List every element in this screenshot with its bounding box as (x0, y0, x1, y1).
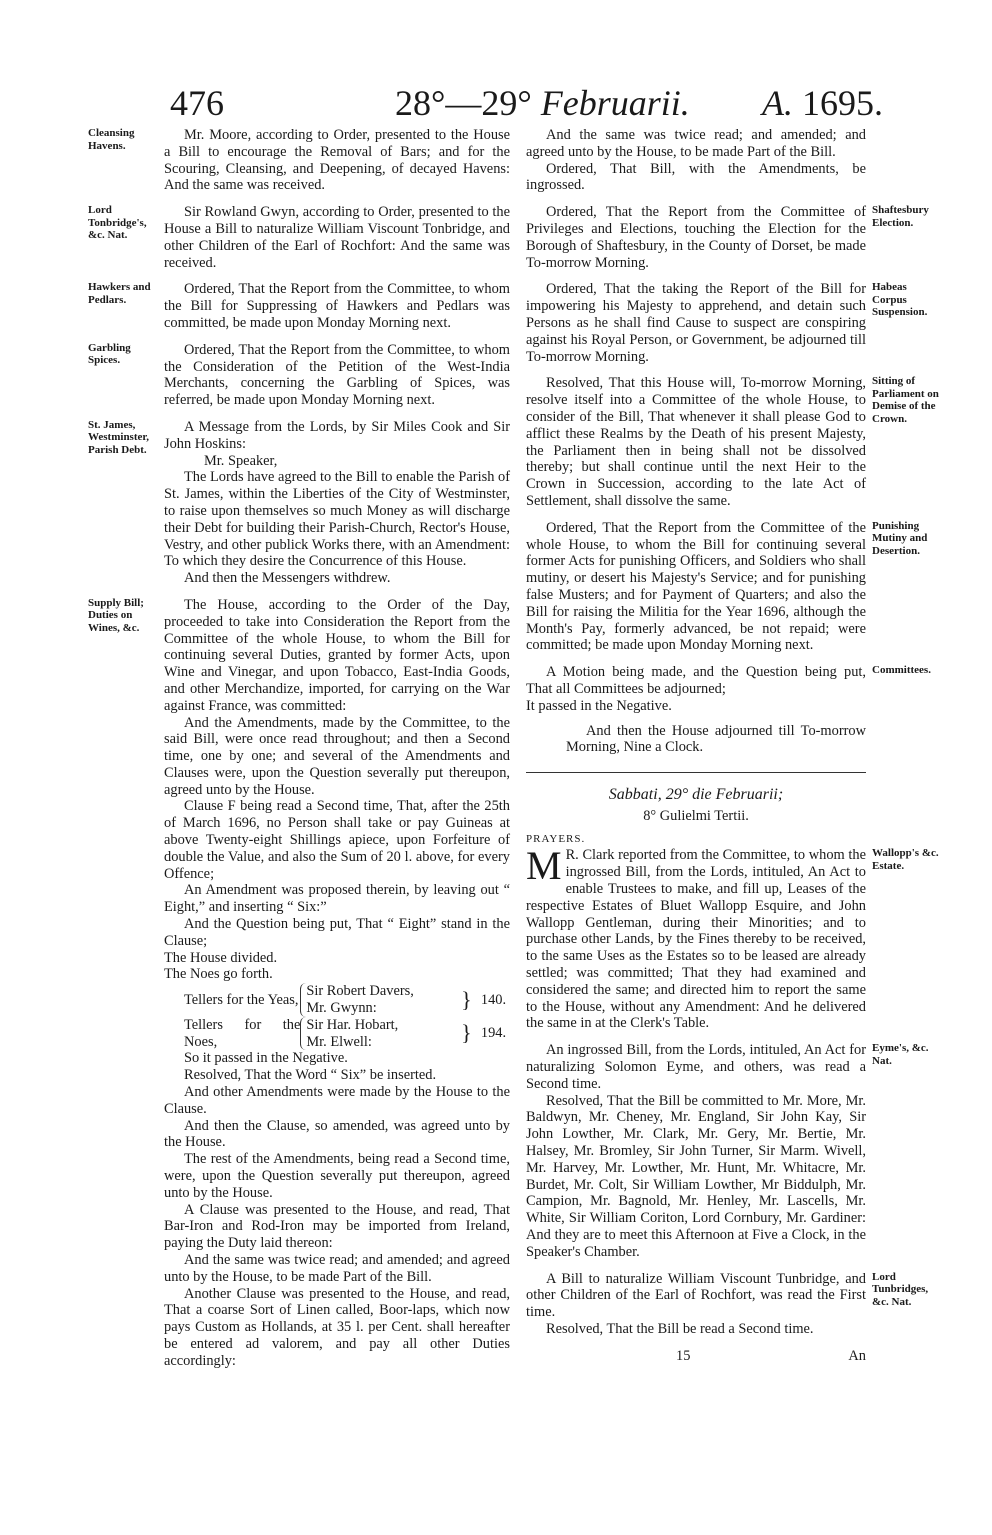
signature-mark: 15 (676, 1347, 691, 1364)
journal-entry (526, 204, 929, 271)
running-head-dates: 28°—29° (395, 83, 532, 123)
entry-text: And then the Clause, so amended, was agreed unto by the House. (164, 1117, 510, 1151)
margin-note: St. James, Westminster, Parish Debt. (88, 418, 150, 456)
journal-entry (526, 1042, 929, 1260)
catchword: An (848, 1347, 866, 1364)
margin-note: Committees. (872, 664, 931, 677)
entry-text: And the Question being put, That “ Eight” stand in the Clause; (164, 916, 510, 949)
regnal-year: 8° Gulielmi Tertii. (643, 807, 749, 824)
margin-note: Wallopp's &c. Estate. (872, 847, 939, 872)
journal-entry (526, 375, 939, 509)
entry-text: Sir Rowland Gwyn, according to Order, presented to the House a Bill to naturalize William Viscount Tonbridge, and other Children of the Earl of Rochfort: And the same was received. (164, 204, 510, 271)
entry-text: It passed in the Negative. (526, 697, 672, 714)
journal-entry (88, 204, 510, 271)
journal-entry (88, 596, 510, 1370)
brace-icon: } (461, 986, 472, 1012)
journal-entry (88, 281, 510, 331)
journal-entry (526, 1270, 929, 1338)
entry-text: Clause F being read a Second time, That, after the 25th of March 1696, no Person shall take or pay Guineas at above Twenty-eight Shillings apiece, upon Forfeiture of double the Value, and also the Sum of 20 l. above, for every Offence; (164, 798, 510, 882)
entry-text: And the same was twice read; and amended; and agreed unto by the House, to be made Part of the Bill. (526, 127, 866, 160)
entry-text: The Lords have agreed to the Bill to enable the Parish of St. James, within the Liberties of the City of Westminster, to raise upon themselves so much Money as will discharge their Debt for building their Parish-Church, Rector's House, Vestry, and other publick Works there, with an Amendment: To which they desire the Concurrence of this House. (164, 469, 510, 570)
vote-count: 140. (480, 991, 507, 1008)
margin-note: Supply Bill; Duties on Wines, &c. (88, 596, 144, 634)
margin-note: Lord Tonbridge's, &c. Nat. (88, 204, 147, 242)
margin-note: Sitting of Parliament on Demise of the Crown. (872, 375, 939, 425)
journal-entry (526, 664, 931, 756)
entry-text: And the same was twice read; and amended; and agreed unto by the House, to be made Part of the Bill. (164, 1252, 510, 1285)
journal-entry (88, 341, 510, 409)
drop-cap: M (526, 843, 562, 889)
left-column (88, 127, 510, 1380)
entry-text: R. Clark reported from the Committee, to whom the ingrossed Bill, from the Lords, intituled, An Act to enable Trustees to make, and fill up, Leases of the respective Estates of Bluet Wallopp Esquire, and John Wallopp Gentleman, during their Minorities; and to purchase other Lands, by the Fines thereby to be received, to the same Uses as the Estates so to be leased are already settled; was committed; That they had examined and considered the same; and directed him to report the same to the House, without any Amendment: And he delivered the same in at the Clerk's Table. (526, 847, 866, 1032)
entry-text: Resolved, That the Bill be read a Second time. (546, 1321, 814, 1337)
journal-entry (526, 519, 928, 654)
day-title: Sabbati, 29° die Februarii; (608, 786, 784, 804)
section-divider (526, 772, 866, 773)
margin-note: Eyme's, &c. Nat. (872, 1042, 929, 1067)
tellers-yeas (184, 983, 510, 1017)
journal-entry (88, 418, 510, 587)
entry-text: The Noes go forth. (164, 966, 273, 983)
teller-label: Tellers for the Noes, (184, 1016, 301, 1050)
margin-note: Punishing Mutiny and Desertion. (872, 519, 928, 557)
entry-text: A Clause was presented to the House, and read, That Bar-Iron and Rod-Iron may be imported from Ireland, paying the Duty laid thereon: (164, 1201, 510, 1252)
page-footer (526, 1348, 866, 1366)
adjournment: And then the House adjourned till To-morrow Morning, Nine a Clock. (566, 722, 866, 756)
journal-entry (88, 127, 510, 194)
page-header (0, 82, 992, 132)
margin-note: Cleansing Havens. (88, 127, 135, 152)
tellers-noes (184, 1017, 510, 1051)
margin-note: Garbling Spices. (88, 341, 131, 367)
margin-note: Hawkers and Pedlars. (88, 281, 151, 306)
entry-text: Ordered, That the Report from the Committee of Privileges and Elections, touching the Election for the Borough of Shaftesbury, in the County of Dorset, be made To-morrow Morning. (526, 204, 866, 271)
entry-text: Ordered, That the taking the Report of the Bill for impowering his Majesty to apprehend, and detain such Persons as he shall find Cause to suspect are conspiring against his Royal Person, or Government, be adjourned till To-morrow Morning. (526, 281, 866, 365)
running-head-month: Februarii. (540, 83, 690, 123)
entry-text: Resolved, That this House will, To-morrow Morning, resolve itself into a Committee of the whole House, to consider of the Bill, That whenever it shall please God to afflict these Realms by the Death of his present Majesty, the Parliament then in being shall not be dissolved thereby; but shall continue until the next Heir to the Crown in Succession, according to the late Act of Settlement, shall dissolve the same. (526, 375, 866, 509)
entry-text: The House divided. (164, 949, 278, 966)
entry-text: The House, according to the Order of the Day, proceeded to take into Consideration the Report from the Committee of the whole House, to whom the Bill for continuing several Duties, granted by former Acts, upon Wine and Vinegar, and upon Tobacco, East-India Goods, and other Merchandize, imported, for carrying on the War against France, was committed: (164, 596, 510, 714)
entry-text: And other Amendments were made by the House to the Clause. (164, 1084, 510, 1117)
entry-text: Ordered, That the Report from the Committee, to whom the Bill for Suppressing of Hawkers and Pedlars was committed, be made upon Monday Morning next. (164, 281, 510, 331)
entry-text: Mr. Moore, according to Order, presented to the House a Bill to encourage the Removal of Bars; and for the Scouring, Cleansing, and Deepening, of decayed Havens: And the same was received. (164, 127, 510, 194)
journal-entry (526, 127, 866, 194)
teller-name: Sir Har. Hobart, (306, 1016, 399, 1033)
teller-name: Mr. Elwell: (306, 1033, 372, 1050)
teller-name: Sir Robert Davers, (306, 983, 414, 1000)
entry-text: A Bill to naturalize William Viscount Tunbridge, and other Children of the Earl of Rochfort, was read the First time. (526, 1270, 866, 1321)
entry-text: And the Amendments, made by the Committee, to the said Bill, were once read throughout; and then a Second time, one by one; and several of the Amendments and Clauses were, upon the Question severally put thereupon, agreed unto by the House. (164, 714, 510, 798)
running-head-year (762, 82, 883, 124)
page-number: 476 (170, 83, 224, 123)
journal-entry (526, 843, 939, 1032)
margin-note: Habeas Corpus Suspension. (872, 281, 928, 319)
entry-text: Ordered, That Bill, with the Amendments, be ingrossed. (526, 160, 866, 194)
entry-text: Ordered, That the Report from the Committee, to whom the Consideration of the Petition of the West-India Merchants, concerning the Garbling of Spices, was referred, be made upon Monday Morning next. (164, 341, 510, 409)
entry-text: So it passed in the Negative. (184, 1050, 348, 1067)
speaker-address: Mr. Speaker, (204, 452, 278, 469)
entry-text: An Amendment was proposed therein, by leaving out “ Eight,” and inserting “ Six:” (164, 882, 510, 916)
entry-text: A Message from the Lords, by Sir Miles Cook and Sir John Hoskins: (164, 418, 510, 452)
teller-names (300, 1017, 451, 1051)
margin-note: Lord Tunbridges, &c. Nat. (872, 1270, 929, 1308)
teller-label: Tellers for the Yeas, (184, 991, 299, 1008)
entry-text: The rest of the Amendments, being read a Second time, were, upon the Question severally put thereupon, agreed unto by the House. (164, 1151, 510, 1201)
year-letter: A. (762, 83, 793, 123)
entry-text: And then the Messengers withdrew. (184, 570, 391, 587)
running-head (395, 82, 690, 124)
entry-text: Resolved, That the Bill be committed to Mr. More, Mr. Baldwyn, Mr. Cheney, Mr. England, Sir John Kay, Sir John Lowther, Mr. Clark, Mr. Gery, Mr. Bertie, Mr. Halsey, Mr. Bromley, Sir John Turner, Sir Marm. Wivell, Mr. Harvey, Mr. Lowther, Mr. Hunt, Mr. Whitacre, Mr. Burdet, Mr. Colt, Sir William Lowther, Mr Biddulph, Mr. Campion, Mr. Bagnold, Mr. Henley, Mr. Lascells, Mr. White, Sir William Coriton, Lord Cornbury, Mr. Gardiner: And they are to meet this Afternoon at Five a Clock, in the Speaker's Chamber. (526, 1092, 866, 1260)
teller-name: Mr. Gwynn: (306, 1000, 377, 1017)
entry-text: Ordered, That the Report from the Committee of the whole House, to whom the Bill for continuing several former Acts for punishing Officers, and Soldiers who shall mutiny, or desert his Majesty's Service; and for punishing false Musters; and for Payment of Quarters; and also the Bill for raising the Militia for the Year 1696, although the Month's Pay, formerly advanced, be not repaid; were committed; be made upon Monday Morning next. (526, 519, 866, 654)
teller-names (300, 983, 451, 1017)
entry-text: Another Clause was presented to the House, and read, That a coarse Sort of Linen called, Boor-laps, which now pays Custom as Hollands, at 35 l. per Cent. shall hereafter be entered ad valorem, and pay all other Duties accordingly: (164, 1285, 510, 1369)
entry-text: An ingrossed Bill, from the Lords, intituled, An Act for naturalizing Solomon Eyme, and others, was read a Second time. (526, 1042, 866, 1092)
vote-count: 194. (480, 1025, 507, 1042)
right-column (510, 127, 939, 1366)
entry-text: A Motion being made, and the Question being put, That all Committees be adjourned; (526, 664, 866, 697)
journal-entry (526, 281, 928, 365)
brace-icon: } (461, 1020, 472, 1046)
prayers-heading: PRAYERS. (526, 832, 586, 845)
margin-note: Shaftesbury Election. (872, 204, 929, 229)
year-number: 1695. (802, 83, 883, 123)
entry-text: Resolved, That the Word “ Six” be inserted. (184, 1067, 437, 1084)
